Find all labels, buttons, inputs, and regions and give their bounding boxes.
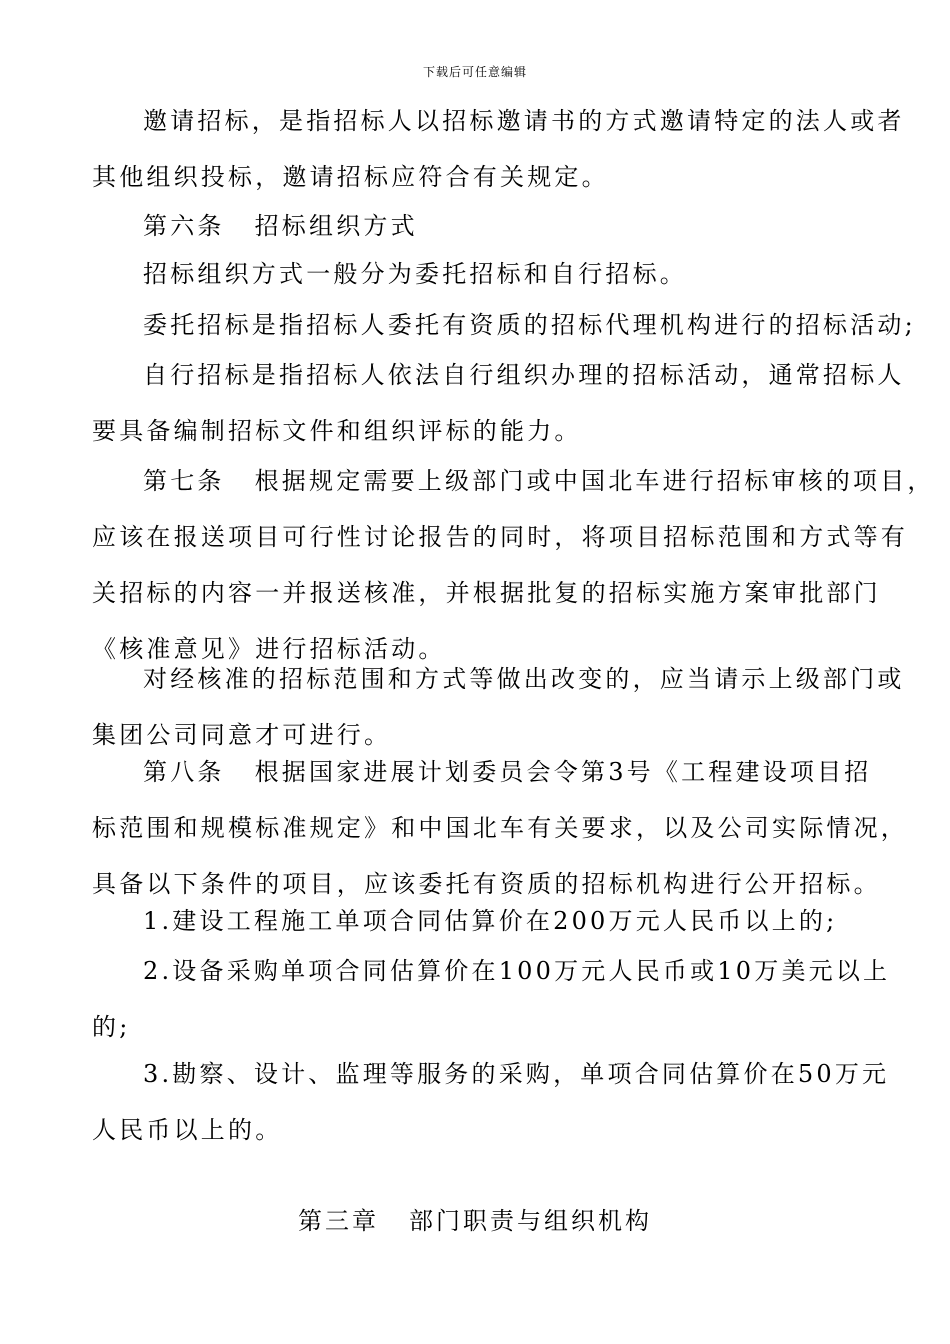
text-line: 2.设备采购单项合同估算价在100万元人民币或10万美元以上 xyxy=(143,957,891,985)
text-line: 要具备编制招标文件和组织评标的能力。 xyxy=(92,417,582,445)
paragraph xyxy=(92,347,905,459)
text-line: 标范围和规模标准规定》和中国北车有关要求，以及公司实际情况， xyxy=(92,814,908,842)
text-line: 人民币以上的。 xyxy=(92,1116,283,1144)
text-line: 《核准意见》进行招标活动。 xyxy=(92,635,446,663)
text-line: 自行招标是指招标人依法自行组织办理的招标活动，通常招标人 xyxy=(143,361,905,389)
page-header: 下载后可任意编辑 xyxy=(422,65,527,79)
text-line: 关招标的内容一并报送核准，并根据批复的招标实施方案审批部门 xyxy=(92,579,881,607)
chapter-title: 部门职责与组织机构 xyxy=(409,1207,652,1235)
paragraph xyxy=(143,254,687,294)
text-line: 应该在报送项目可行性讨论报告的同时，将项目招标范围和方式等有 xyxy=(92,523,908,551)
text-line: 1.建设工程施工单项合同估算价在200万元人民币以上的; xyxy=(143,907,838,935)
article-heading xyxy=(143,206,418,246)
list-item xyxy=(92,1046,889,1158)
text-line: 集团公司同意才可进行。 xyxy=(92,721,392,749)
article-title: 招标组织方式 xyxy=(254,212,418,240)
article-paragraph xyxy=(92,453,935,677)
chapter-number: 第三章 xyxy=(298,1207,379,1235)
text-line: 的; xyxy=(92,1013,131,1041)
list-item xyxy=(143,901,837,941)
paragraph xyxy=(143,305,916,345)
article-paragraph xyxy=(92,744,908,912)
text-line: 其他组织投标，邀请招标应符合有关规定。 xyxy=(92,163,609,191)
text-line: 具备以下条件的项目，应该委托有资质的招标机构进行公开招标。 xyxy=(92,870,881,898)
text-line: 3.勘察、设计、监理等服务的采购，单项合同估算价在50万元 xyxy=(143,1060,890,1088)
chapter-heading xyxy=(0,1201,950,1241)
text-line: 委托招标是指招标人委托有资质的招标代理机构进行的招标活动; xyxy=(143,311,916,339)
paragraph xyxy=(92,93,905,205)
text-line: 第八条 根据国家进展计划委员会令第3号《工程建设项目招 xyxy=(143,758,872,786)
list-item xyxy=(92,943,890,1055)
article-number: 第八条 xyxy=(143,758,225,786)
article-number: 第六条 xyxy=(143,212,225,240)
text-line: 招标组织方式一般分为委托招标和自行招标。 xyxy=(143,260,687,288)
text-line: 邀请招标，是指招标人以招标邀请书的方式邀请特定的法人或者 xyxy=(143,107,905,135)
text-line: 对经核准的招标范围和方式等做出改变的，应当请示上级部门或 xyxy=(143,665,905,693)
article-number: 第七条 xyxy=(143,467,225,495)
text-line: 第七条 根据规定需要上级部门或中国北车进行招标审核的项目， xyxy=(143,467,935,495)
